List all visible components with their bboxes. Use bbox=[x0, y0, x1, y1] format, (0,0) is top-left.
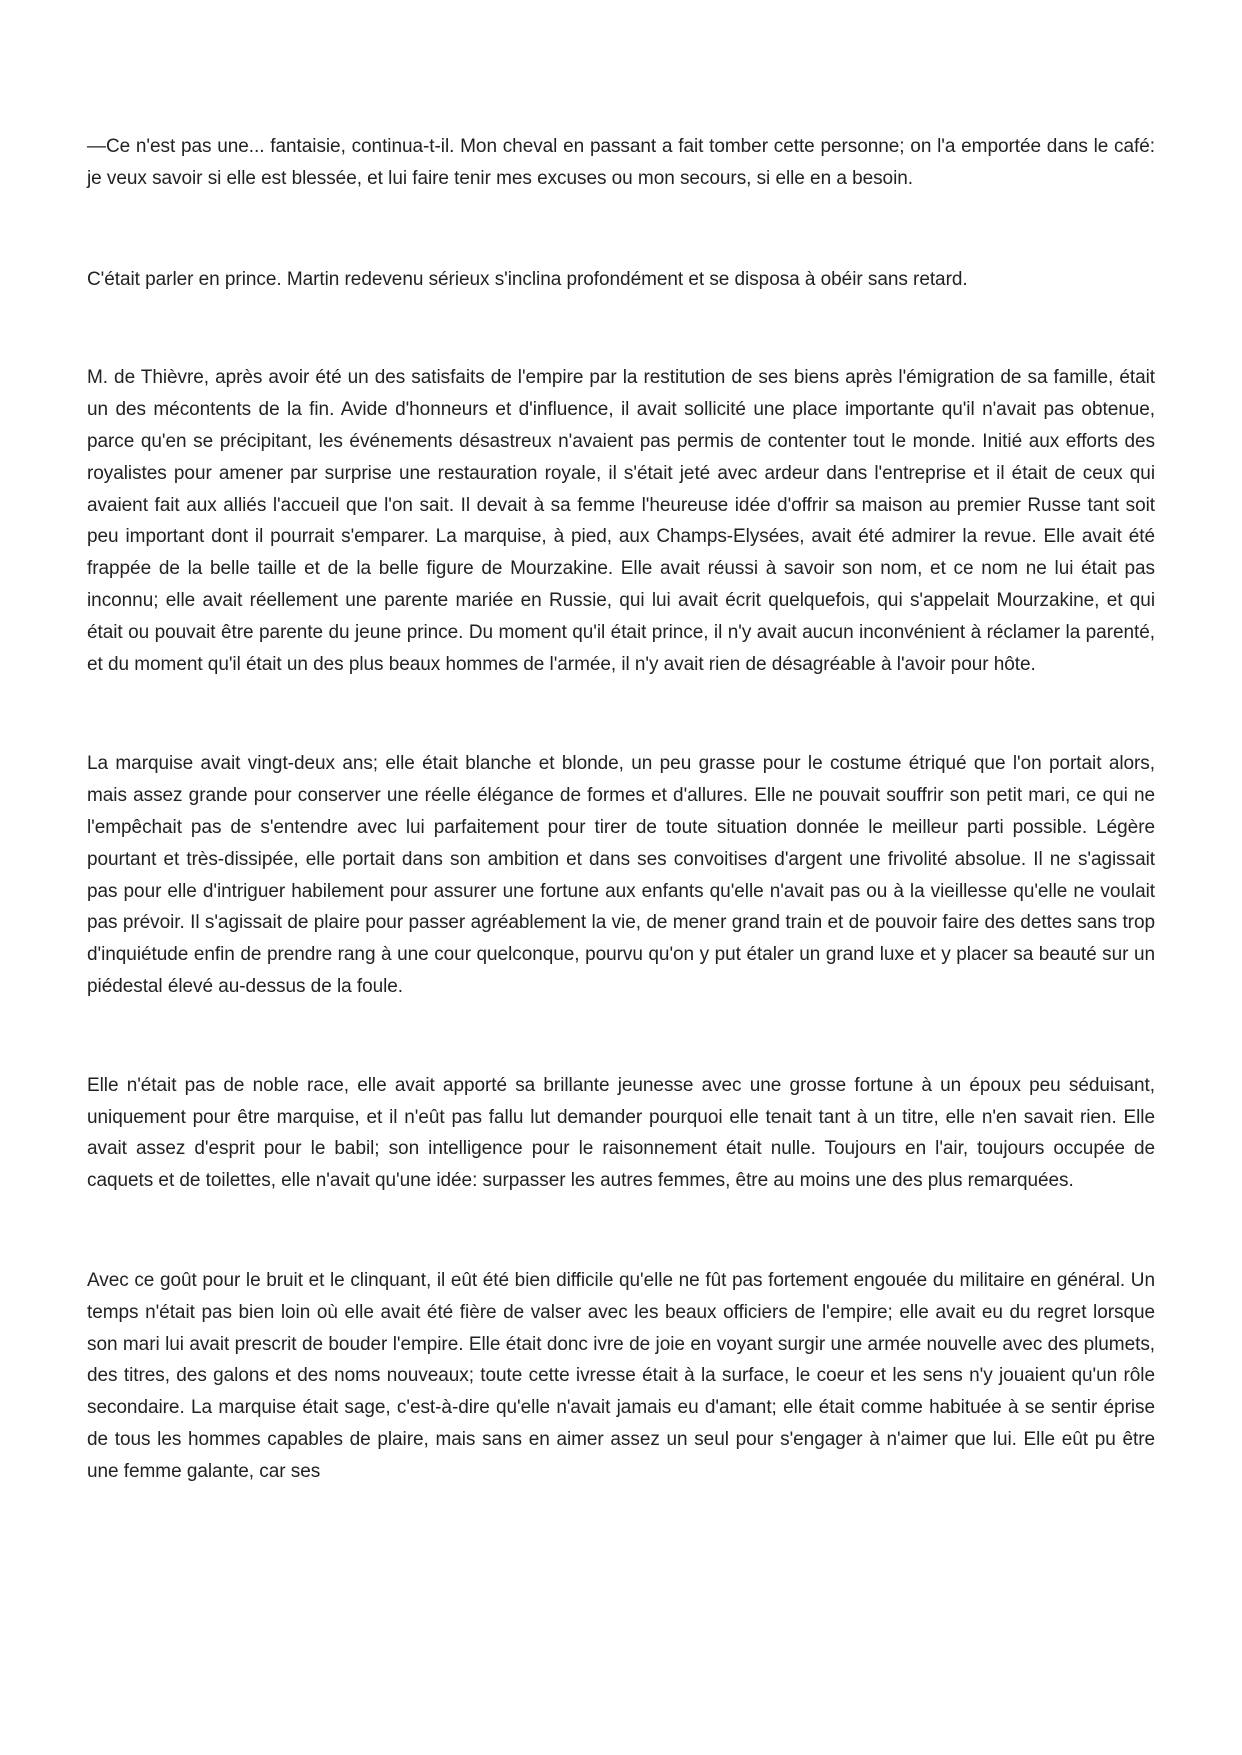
paragraph-4: La marquise avait vingt-deux ans; elle était blanche et blonde, un peu grasse pour le costume étriqué que l'on portait alors, mais assez grande pour conserver une réelle élégance de formes et d'allures. Elle ne pouvait souffrir son petit mari, ce qui ne l'empêchait pas de s'entendre avec lui parfaitement pour tirer de toute situation donnée le meilleur parti possible. Légère pourtant et très-dissipée, elle portait dans son ambition et dans ses convoitises d'argent une frivolité absolue. Il ne s'agissait pas pour elle d'intriguer habilement pour assurer une fortune aux enfants qu'elle n'avait pas ou à la vieillesse qu'elle ne voulait pas prévoir. Il s'agissait de plaire pour passer agréablement la vie, de mener grand train et de pouvoir faire des dettes sans trop d'inquiétude enfin de prendre rang à une cour quelconque, pourvu qu'on y put étaler un grand luxe et y placer sa beauté sur un piédestal élevé au-dessus de la foule. bbox=[87, 753, 1155, 997]
paragraph-2: C'était parler en prince. Martin redevenu sérieux s'inclina profondément et se disposa à obéir sans retard. bbox=[87, 268, 968, 290]
paragraph-1: —Ce n'est pas une... fantaisie, continua-t-il. Mon cheval en passant a fait tomber cette personne; on l'a emportée dans le café: je veux savoir si elle est blessée, et lui faire tenir mes excuses ou mon secours, si elle en a besoin. bbox=[87, 136, 1155, 189]
paragraph-3: M. de Thièvre, après avoir été un des satisfaits de l'empire par la restitution de ses biens après l'émigration de sa famille, était un des mécontents de la fin. Avide d'honneurs et d'influence, il avait sollicité une place importante qu'il n'avait pas obtenue, parce qu'en se précipitant, les événements désastreux n'avaient pas permis de contenter tout le monde. Initié aux efforts des royalistes pour amener par surprise une restauration royale, il s'était jeté avec ardeur dans l'entreprise et il était de ceux qui avaient fait aux alliés l'accueil que l'on sait. Il devait à sa femme l'heureuse idée d'offrir sa maison au premier Russe tant soit peu important dont il pourrait s'emparer. La marquise, à pied, aux Champs-Elysées, avait été admirer la revue. Elle avait été frappée de la belle taille et de la belle figure de Mourzakine. Elle avait réussi à savoir son nom, et ce nom ne lui était pas inconnu; elle avait réellement une parente mariée en Russie, qui lui avait écrit quelquefois, qui s'appelait Mourzakine, et qui était ou pouvait être parente du jeune prince. Du moment qu'il était prince, il n'y avait aucun inconvénient à réclamer la parenté, et du moment qu'il était un des plus beaux hommes de l'armée, il n'y avait rien de désagréable à l'avoir pour hôte. bbox=[87, 367, 1155, 675]
document-page bbox=[87, 131, 1155, 1488]
paragraph-6: Avec ce goût pour le bruit et le clinquant, il eût été bien difficile qu'elle ne fût pas fortement engouée du militaire en général. Un temps n'était pas bien loin où elle avait été fière de valser avec les beaux officiers de l'empire; elle avait eu du regret lorsque son mari lui avait prescrit de bouder l'empire. Elle était donc ivre de joie en voyant surgir une armée nouvelle avec des plumets, des titres, des galons et des noms nouveaux; toute cette ivresse était à la surface, le coeur et les sens n'y jouaient qu'un rôle secondaire. La marquise était sage, c'est-à-dire qu'elle n'avait jamais eu d'amant; elle était comme habituée à se sentir éprise de tous les hommes capables de plaire, mais sans en aimer assez un seul pour s'engager à n'aimer que lui. Elle eût pu être une femme galante, car ses bbox=[87, 1269, 1155, 1482]
paragraph-5: Elle n'était pas de noble race, elle avait apporté sa brillante jeunesse avec une grosse fortune à un époux peu séduisant, uniquement pour être marquise, et il n'eût pas fallu lut demander pourquoi elle tenait tant à un titre, elle n'en savait rien. Elle avait assez d'esprit pour le babil; son intelligence pour le raisonnement était nulle. Toujours en l'air, toujours occupée de caquets et de toilettes, elle n'avait qu'une idée: surpasser les autres femmes, être au moins une des plus remarquées. bbox=[87, 1074, 1155, 1192]
